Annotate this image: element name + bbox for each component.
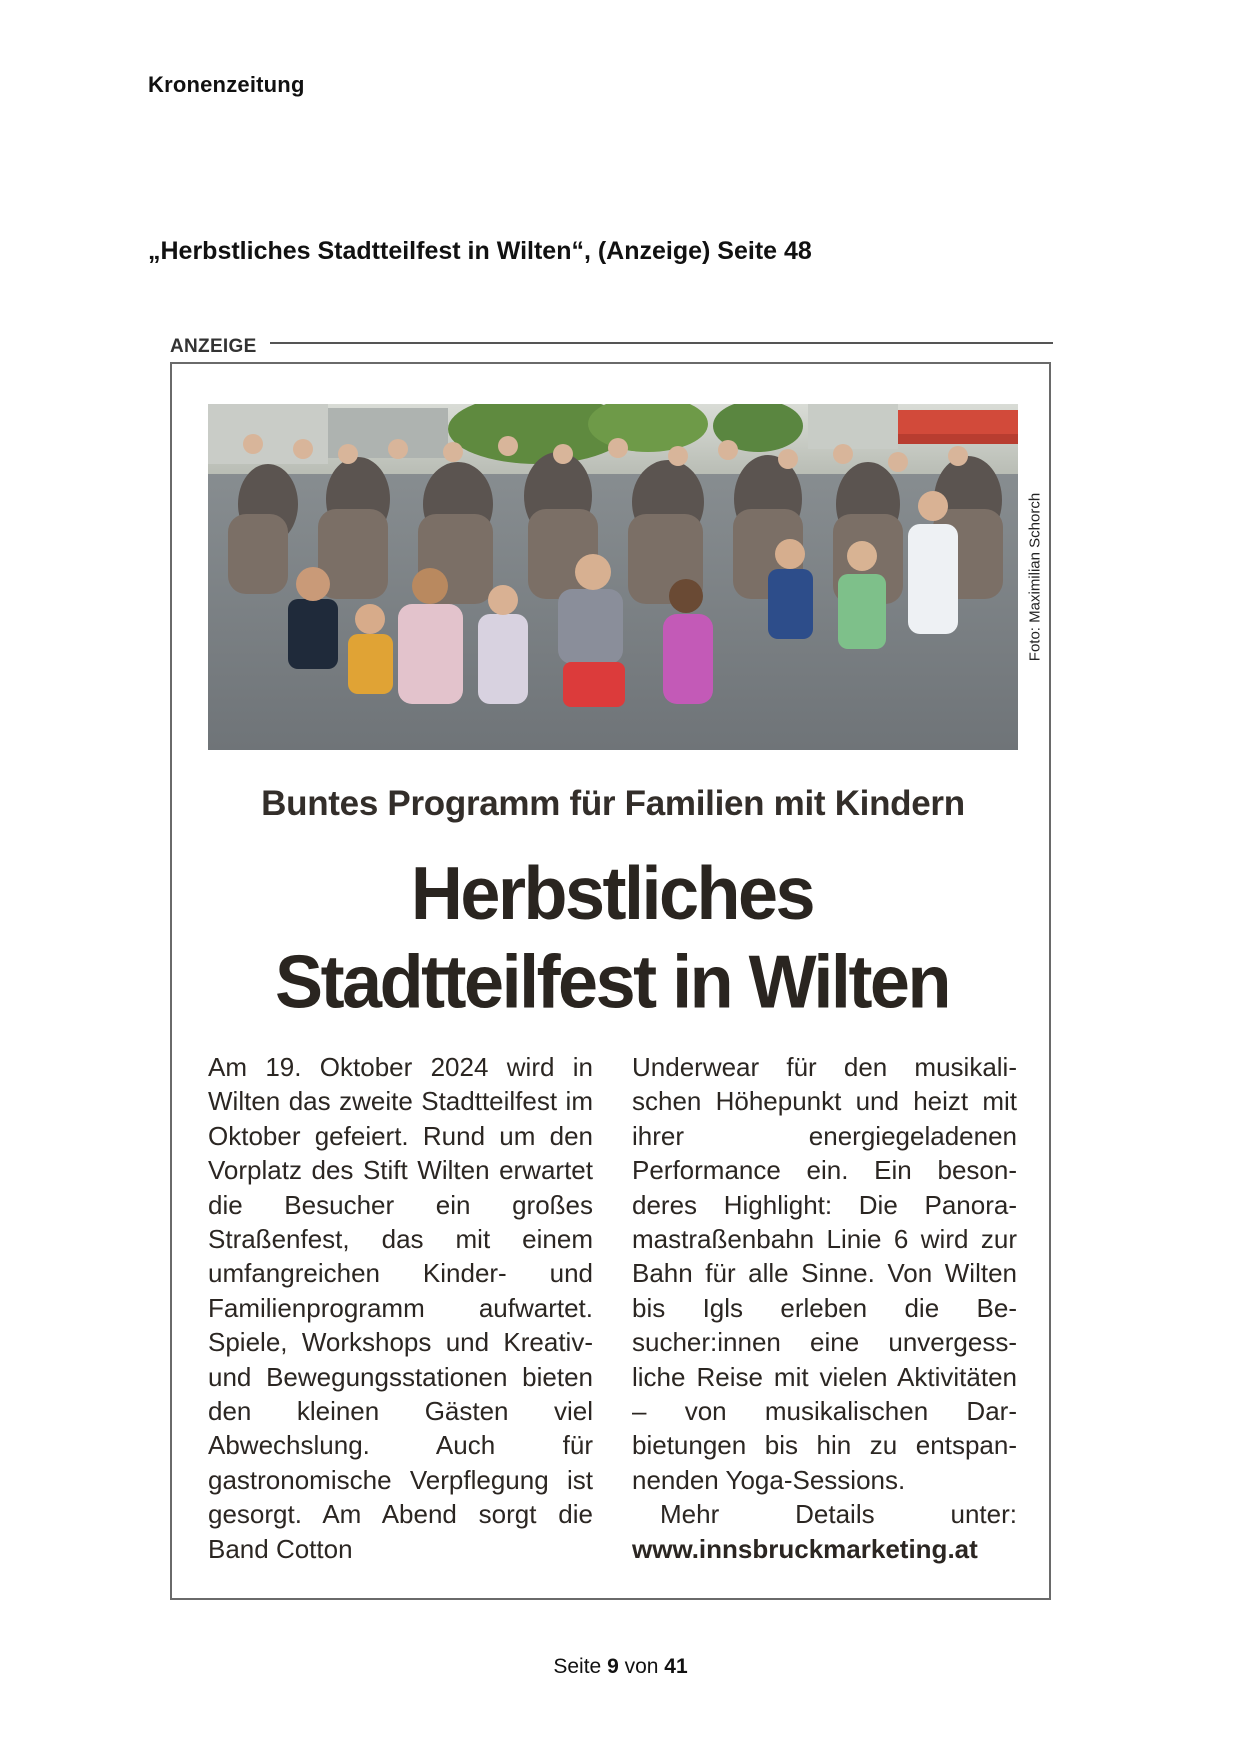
- article-column-right-text: Underwear für den musikalischen Höhepunkt und heizt mit ihrer energiegeladenen Performance ein. Ein besonderes Highlight: Die Panoramastraßenbahn Linie 6 wird zur Bahn für alle Sinne. Von Wilten bis Igls erleben die Besucher:innen eine unvergessliche Reise mit vielen Aktivitäten – von musikalischen Darbietungen bis hin zu entspannenden Yoga-Sessions.: [632, 1052, 1017, 1495]
- page-footer: [0, 1655, 1241, 1679]
- ad-label-row: [170, 334, 1053, 360]
- more-word-2: Details: [795, 1499, 875, 1530]
- footer-page-number: 9: [607, 1655, 619, 1678]
- photo-credit: [1024, 404, 1046, 750]
- ad-divider: [270, 342, 1053, 344]
- headline-line-1: Herbstliches: [410, 851, 814, 936]
- advertisement-box: [170, 362, 1051, 1600]
- article-column-right: [632, 1050, 1017, 1566]
- publication-name: Kronenzeitung: [148, 72, 305, 97]
- festival-photo: [208, 404, 1018, 750]
- article-reference: „Herbstliches Stadtteilfest in Wilten“, (Anzeige) Seite 48: [148, 237, 812, 265]
- more-word-3: unter:: [950, 1499, 1017, 1530]
- footer-page-total: 41: [664, 1655, 688, 1678]
- photo-credit-text: Foto: Maximilian Schorch: [1026, 492, 1044, 662]
- headline: [182, 850, 1042, 1026]
- more-details-row: [632, 1497, 1017, 1531]
- more-word-1: Mehr: [660, 1499, 720, 1530]
- footer-prefix: Seite: [553, 1655, 602, 1678]
- footer-middle: von: [624, 1655, 659, 1678]
- ad-label: ANZEIGE: [170, 336, 257, 357]
- article-column-left: Am 19. Oktober 2024 wird in Wilten das zweite Stadtteilfest im Oktober gefeiert. Rund um den Vorplatz des Stift Wilten erwartet die Besucher ein großes Straßenfest, das mit einem umfangreichen Kinder- und Familienprogramm aufwartet. Spiele, Workshops und Kreativ- und Bewegungsstationen bieten den kleinen Gästen viel Abwechslung. Auch für gastronomische Verpflegung ist gesorgt. Am Abend sorgt die Band Cotton: [208, 1052, 593, 1564]
- website-url: www.innsbruckmarketing.at: [632, 1533, 978, 1564]
- headline-line-2: Stadtteilfest in Wilten: [275, 940, 949, 1025]
- subheadline: Buntes Programm für Familien mit Kindern: [261, 784, 965, 823]
